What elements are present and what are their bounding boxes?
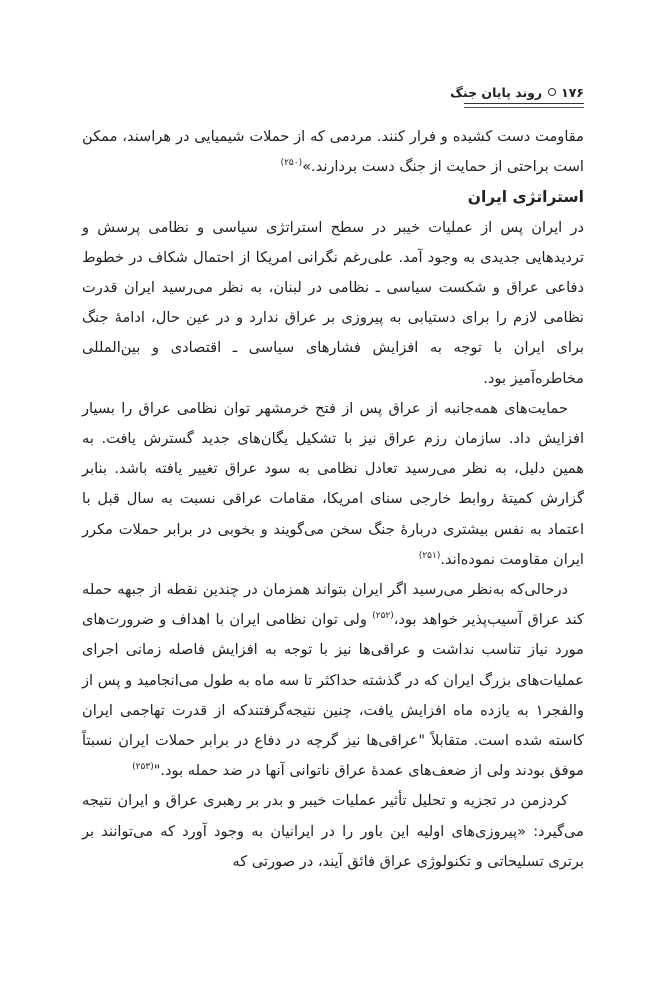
paragraph-text: حمایت‌های همه‌جانبه از عراق پس از فتح خرمشهر توان نظامی عراق را بسیار افزایش داد. سازمان رزم عراق نیز با تشکیل یگان‌های جدید گسترش یافت. به همین دلیل، به نظر می‌رسید تعادل نظامی به سود عراق تغییر یافته باشد. بنابر گزارش کمیتهٔ روابط خارجی سنای امریکا، مقامات عراقی نسبت به سال قبل با اعتماد به نفس بیشتری دربارهٔ جنگ سخن می‌گویند و بخوبی در برابر حملات مکرر ایران مقاومت نموده‌اند. — [82, 399, 584, 568]
header-rule-thin — [464, 107, 584, 108]
footnote-marker: (۲۵۲) — [372, 611, 394, 622]
body-text — [82, 122, 584, 877]
paragraph — [82, 394, 584, 575]
section-title: استراتژی ایران — [467, 188, 584, 207]
paragraph — [82, 786, 584, 877]
paragraph-text: ولی توان نظامی ایران با اهداف و ضرورت‌های مورد نیاز تناسب نداشت و عراقی‌ها نیز با توجه به افزایش فاصله زمانی اجرای عملیات‌های بزرگ ایران که در گذشته حداکثر تا سه ماه به طول می‌انجامید و پس از والفجر۱ به یازده ماه افزایش یافت، چنین نتیجه‌گرفتندکه از قدرت تهاجمی ایران کاسته شده است. متقابلاً "عراقی‌ها نیز گرچه در دفاع در برابر حملات ایران نسبتاً موفق بودند ولی از ضعف‌های عمدهٔ عراق ناتوانی آنها در ضد حمله بود." — [82, 611, 584, 780]
footnote-marker: (۲۵۰) — [280, 158, 303, 169]
paragraph-text: در ایران پس از عملیات خیبر در سطح استراتژی سیاسی و نظامی پرسش و تردیدهایی جدیدی به وجود آمد. علی‌رغم نگرانی امریکا از احتمال شکاف در خطوط دفاعی عراق و شکست سیاسی ـ نظامی در لبنان، به نظر می‌رسید ایران قدرت نظامی لازم را برای دستیابی به پیروزی بر عراق ندارد و در عین حال، ادامهٔ جنگ برای ایران با توجه به افزایش فشارهای سیاسی ـ اقتصادی و بین‌المللی مخاطره‌آمیز بود. — [82, 218, 584, 387]
circle-ornament-icon — [548, 88, 556, 96]
footnote-marker: (۲۵۳) — [132, 762, 154, 773]
page-number: ۱۷۶ — [561, 84, 584, 100]
running-header — [82, 80, 584, 104]
paragraph — [82, 575, 584, 786]
paragraph-text: درحالی‌که به‌نظر می‌رسید اگر ایران بتواند همزمان در چندین نقطه از جبهه حمله کند عراق آسیب‌پذیر خواهد بود، — [82, 581, 584, 629]
footnote-marker: (۲۵۱) — [418, 550, 441, 561]
header-rule — [464, 103, 584, 104]
running-title: روند پایان جنگ — [450, 84, 543, 100]
paragraph — [82, 213, 584, 394]
paragraph-text: کردزمن در تجزیه و تحلیل تأثیر عملیات خیبر و بدر بر رهبری عراق و ایران نتیجه می‌گیرد: «پیروزی‌های اولیه این باور را در ایرانیان به وجود آورد که می‌توانند بر برتری تسلیحاتی و تکنولوژی عراق فائق آیند، در صورتی که — [82, 792, 584, 870]
paragraph — [82, 122, 584, 182]
paragraph-text: مقاومت دست کشیده و فرار کنند. مردمی که از حملات شیمیایی در هراسند، ممکن است براحتی از حمایت از جنگ دست بردارند.» — [82, 128, 584, 176]
